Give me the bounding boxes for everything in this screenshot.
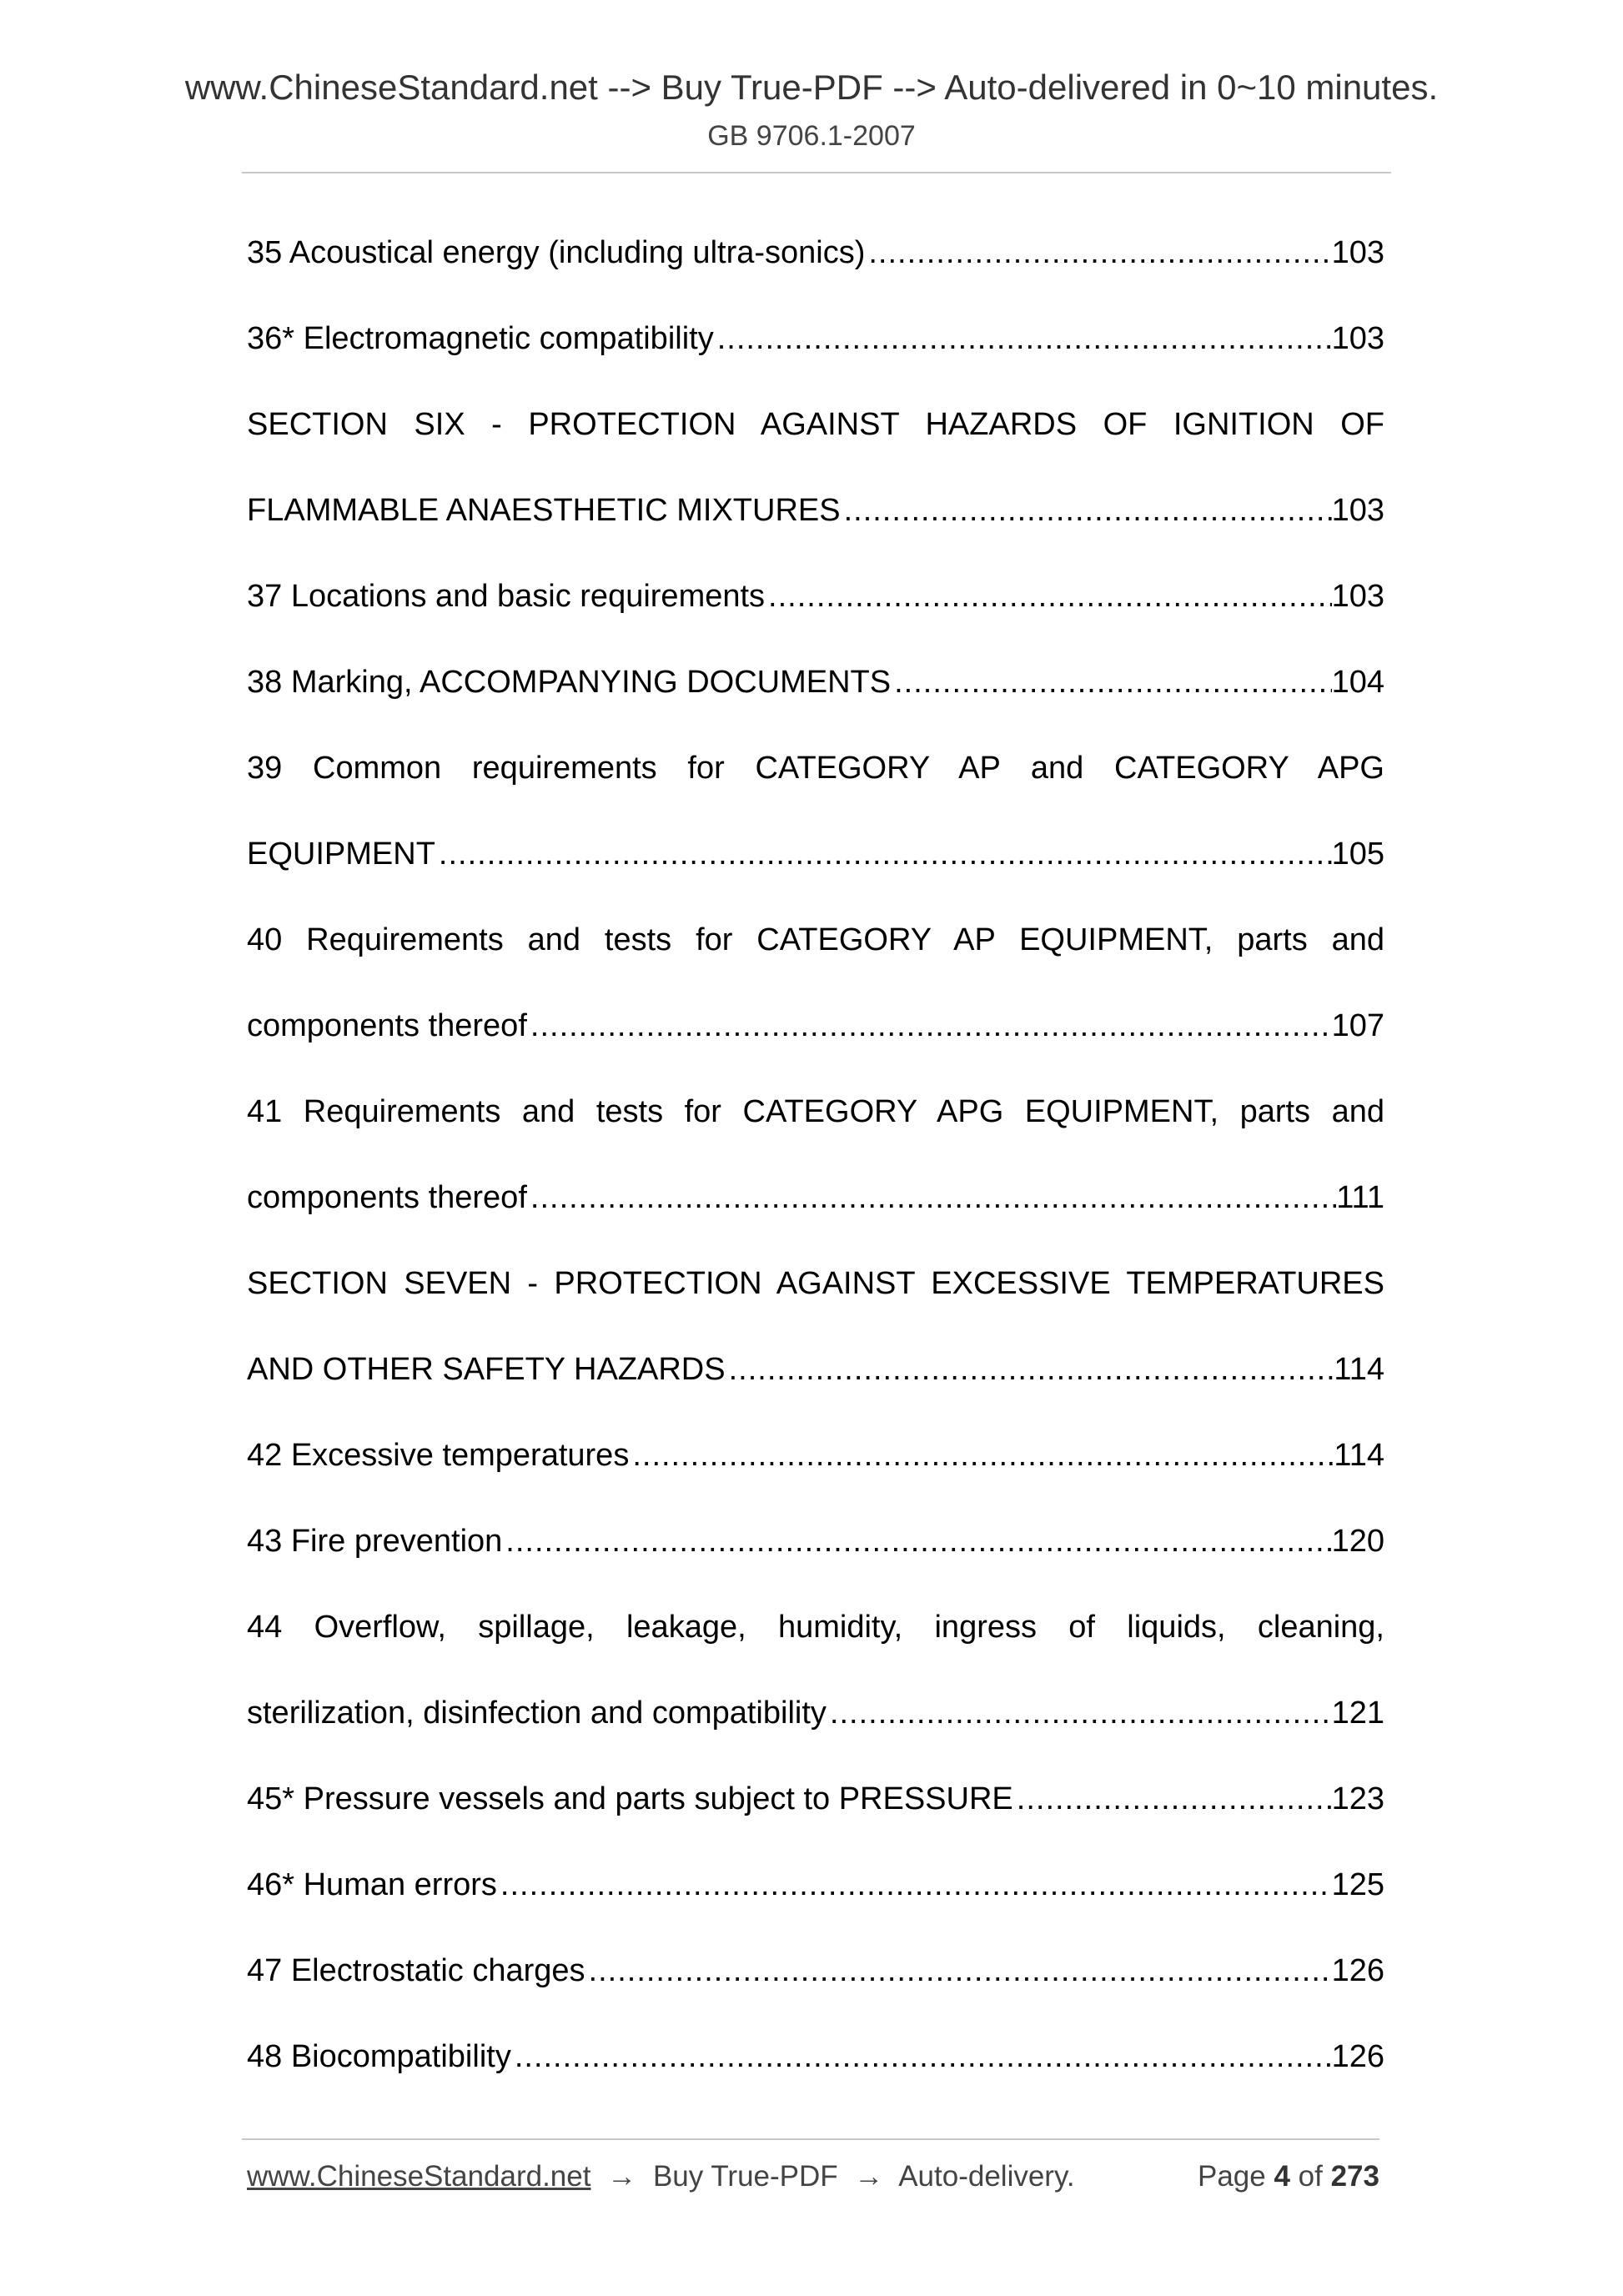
toc-entry-title: 46* Human errors: [247, 1867, 497, 1902]
toc-leader-dots: [435, 825, 1332, 883]
toc-entry[interactable]: [247, 653, 1384, 739]
toc-leader-dots: [527, 997, 1332, 1055]
toc-leader-dots: [497, 1856, 1332, 1914]
toc-entry-title: 45* Pressure vessels and parts subject to PRESSURE: [247, 1781, 1013, 1816]
toc-entry-title-line1[interactable]: SECTION SEVEN - PROTECTION AGAINST EXCESSIVE TEMPERATURES: [247, 1266, 1384, 1301]
toc-entry-page: 114: [1334, 1352, 1384, 1387]
toc-entry-title: EQUIPMENT: [247, 837, 435, 872]
toc-entry[interactable]: [247, 1426, 1384, 1512]
toc-entry-title: 36* Electromagnetic compatibility: [247, 321, 714, 356]
toc-leader-dots: [726, 1340, 1334, 1399]
toc-entry-page: 103: [1331, 235, 1384, 270]
toc-entry-title: AND OTHER SAFETY HAZARDS: [247, 1352, 726, 1387]
toc-entry[interactable]: [247, 1770, 1384, 1856]
toc-entry-title: components thereof: [247, 1180, 527, 1215]
of-label: of: [1298, 2160, 1323, 2193]
toc-leader-dots: [714, 309, 1332, 368]
toc-entry-title: 42 Excessive temperatures: [247, 1438, 630, 1473]
toc-entry[interactable]: [247, 1942, 1384, 2027]
toc-entry-title: 43 Fire prevention: [247, 1524, 503, 1559]
toc-entry-title-line1[interactable]: 44 Overflow, spillage, leakage, humidity, ingress of liquids, cleaning,: [247, 1610, 1384, 1645]
toc-entry-title-line1[interactable]: 40 Requirements and tests for CATEGORY AP EQUIPMENT, parts and: [247, 922, 1384, 957]
toc-leader-dots: [827, 1684, 1332, 1742]
header-banner: www.ChineseStandard.net --> Buy True-PDF --> Auto-delivered in 0~10 minutes.: [184, 68, 1439, 107]
toc-leader-dots: [502, 1512, 1331, 1570]
toc-entry[interactable]: [247, 481, 1384, 567]
toc-leader-dots: [891, 653, 1331, 711]
toc-entry-page: 126: [1331, 1953, 1384, 1988]
toc-leader-dots: [511, 2027, 1332, 2086]
toc-entry-title-line1[interactable]: SECTION SIX - PROTECTION AGAINST HAZARDS OF IGNITION OF: [247, 407, 1384, 442]
toc-entry-title: 47 Electrostatic charges: [247, 1953, 585, 1988]
toc-leader-dots: [841, 481, 1332, 540]
toc-entry[interactable]: [247, 1168, 1384, 1254]
auto-delivery-text: Auto-delivery.: [898, 2160, 1075, 2193]
toc-entry-page: 120: [1331, 1524, 1384, 1559]
toc-entry[interactable]: [247, 997, 1384, 1083]
page-label: Page: [1197, 2160, 1266, 2193]
toc-entry[interactable]: [247, 1856, 1384, 1942]
page-number: 4: [1274, 2160, 1290, 2193]
toc-leader-dots: [865, 224, 1331, 282]
toc-leader-dots: [629, 1426, 1334, 1485]
toc-entry-page: 103: [1331, 579, 1384, 614]
toc-entry[interactable]: [247, 1684, 1384, 1770]
toc-entry-title: 37 Locations and basic requirements: [247, 579, 766, 614]
toc-leader-dots: [765, 567, 1332, 625]
right-arrow-icon: →: [854, 2160, 884, 2193]
toc-entry[interactable]: [247, 2027, 1384, 2113]
right-arrow-icon: →: [607, 2160, 637, 2193]
footer-promo: [247, 2157, 1075, 2197]
total-pages: 273: [1330, 2160, 1379, 2193]
buy-true-pdf-text: Buy True-PDF: [652, 2160, 838, 2193]
toc-entry-page: 114: [1334, 1438, 1384, 1473]
toc-entry-title: 38 Marking, ACCOMPANYING DOCUMENTS: [247, 665, 892, 700]
toc-entry[interactable]: [247, 1340, 1384, 1426]
toc-entry-page: 111: [1336, 1180, 1384, 1215]
toc-entry-title: 35 Acoustical energy (including ultra-sonics): [247, 235, 866, 270]
toc-entry-page: 103: [1331, 493, 1384, 528]
toc-entry[interactable]: [247, 309, 1384, 395]
toc-entry[interactable]: [247, 825, 1384, 911]
toc-entry[interactable]: [247, 224, 1384, 309]
toc-leader-dots: [1013, 1770, 1332, 1828]
toc-entry-page: 104: [1331, 665, 1384, 700]
page-indicator: [1198, 2157, 1379, 2197]
toc-entry-page: 107: [1331, 1008, 1384, 1043]
site-link[interactable]: www.ChineseStandard.net: [247, 2160, 591, 2193]
header-divider: [242, 172, 1391, 173]
toc-leader-dots: [527, 1168, 1336, 1227]
table-of-contents: [247, 224, 1384, 2113]
toc-entry-title-line1[interactable]: 39 Common requirements for CATEGORY AP and CATEGORY APG: [247, 751, 1384, 786]
toc-entry-page: 125: [1331, 1867, 1384, 1902]
toc-entry-title: components thereof: [247, 1008, 527, 1043]
toc-entry-page: 126: [1331, 2039, 1384, 2074]
toc-entry[interactable]: [247, 1512, 1384, 1598]
toc-entry-page: 123: [1331, 1781, 1384, 1816]
footer-divider: [242, 2138, 1379, 2140]
toc-entry-title: FLAMMABLE ANAESTHETIC MIXTURES: [247, 493, 841, 528]
toc-entry[interactable]: [247, 567, 1384, 653]
toc-leader-dots: [585, 1942, 1332, 2000]
toc-entry-page: 103: [1331, 321, 1384, 356]
toc-entry-title-line1[interactable]: 41 Requirements and tests for CATEGORY APG EQUIPMENT, parts and: [247, 1094, 1384, 1129]
toc-entry-page: 121: [1331, 1696, 1384, 1731]
toc-entry-title: 48 Biocompatibility: [247, 2039, 511, 2074]
toc-entry-title: sterilization, disinfection and compatibility: [247, 1696, 827, 1731]
standard-id: GB 9706.1-2007: [707, 120, 916, 152]
toc-entry-page: 105: [1331, 837, 1384, 872]
